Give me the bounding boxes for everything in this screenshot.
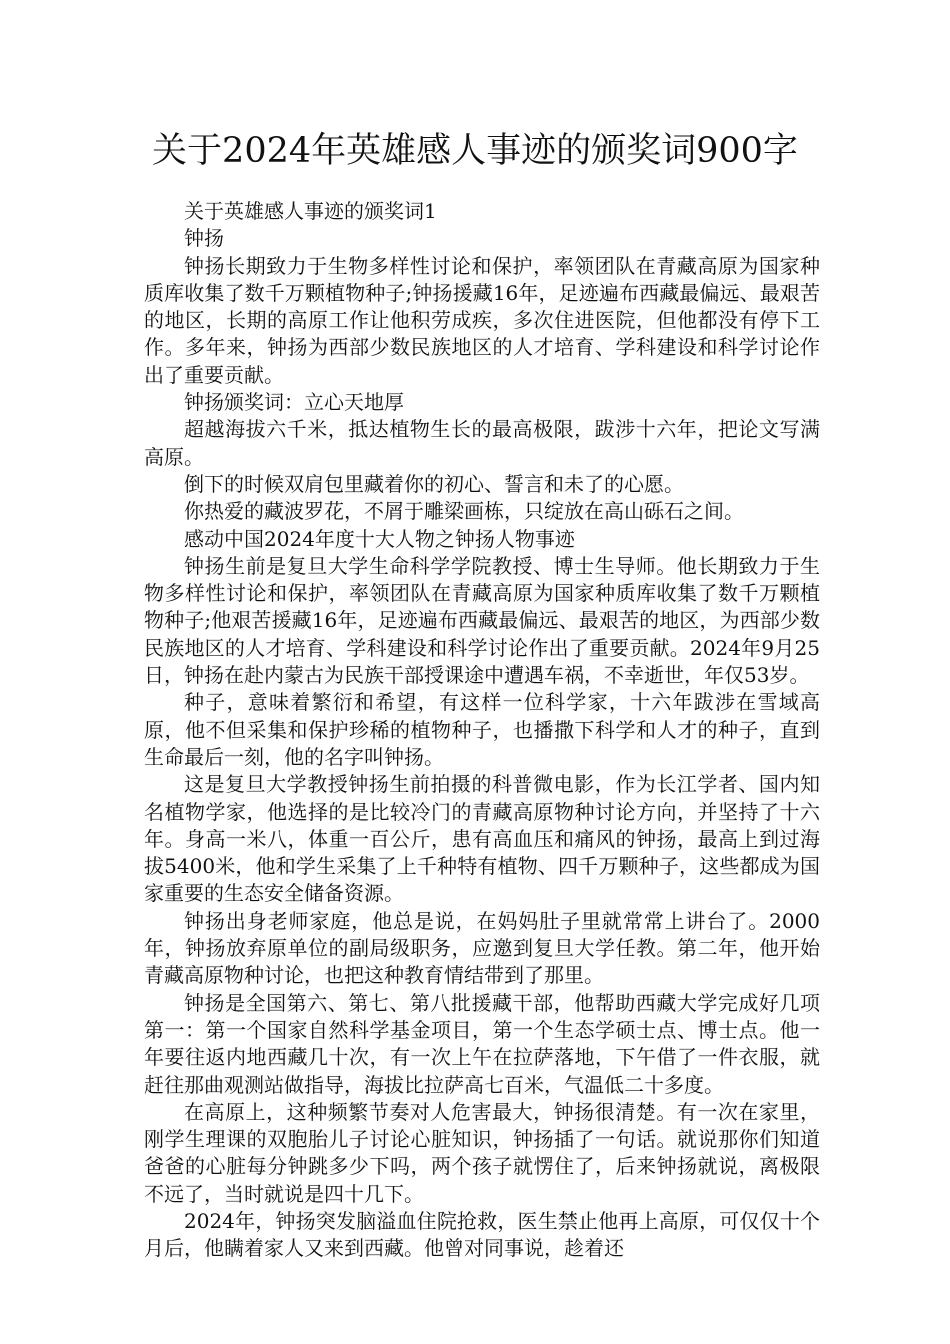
document-body [144, 198, 820, 1263]
body-paragraph: 钟扬是全国第六、第七、第八批援藏干部，他帮助西藏大学完成好几项第一：第一个国家自然科学基金项目，第一个生态学硕士点、博士点。他一年要往返内地西藏几十次，有一次上午在拉萨落地，下午借了一件衣服，就赶往那曲观测站做指导，海拔比拉萨高七百米，气温低二十多度。 [144, 990, 820, 1097]
person-name: 钟扬 [184, 226, 224, 251]
body-paragraph: 在高原上，这种频繁节奏对人危害最大，钟扬很清楚。有一次在家里，刚学生理课的双胞胎儿子讨论心脏知识，钟扬插了一句话。就说那你们知道爸爸的心脏每分钟跳多少下吗，两个孩子就愣住了，后来钟扬就说，离极限不远了，当时就说是四十几下。 [144, 1099, 820, 1206]
award-speech-line: 超越海拔六千米，抵达植物生长的最高极限，跋涉十六年，把论文写满高原。 [144, 417, 820, 469]
award-speech-line: 你热爱的藏波罗花，不屑于雕梁画栋，只绽放在高山砾石之间。 [184, 499, 744, 524]
body-paragraph: 钟扬长期致力于生物多样性讨论和保护，率领团队在青藏高原为国家种质库收集了数千万颗植物种子;钟扬援藏16年，足迹遍布西藏最偏远、最艰苦的地区，长期的高原工作让他积劳成疾，多次住进医院，但他都没有停下工作。多年来，钟扬为西部少数民族地区的人才培育、学科建设和科学讨论作出了重要贡献。 [144, 253, 820, 387]
section-heading: 感动中国2024年度十大人物之钟扬人物事迹 [184, 526, 575, 551]
body-paragraph: 这是复旦大学教授钟扬生前拍摄的科普微电影，作为长江学者、国内知名植物学家，他选择的是比较冷门的青藏高原物种讨论方向，并坚持了十六年。身高一米八，体重一百公斤，患有高血压和痛风的钟扬，最高上到过海拔5400米，他和学生采集了上千种特有植物、四千万颗种子，这些都成为国家重要的生态安全储备资源。 [144, 772, 820, 906]
body-paragraph: 钟扬生前是复旦大学生命科学学院教授、博士生导师。他长期致力于生物多样性讨论和保护，率领团队在青藏高原为国家种质库收集了数千万颗植物种子;他艰苦援藏16年，足迹遍布西藏最偏远、最艰苦的地区，为西部少数民族地区的人才培育、学科建设和科学讨论作出了重要贡献。2024年9月25日，钟扬在赴内蒙古为民族干部授课途中遭遇车祸，不幸逝世，年仅53岁。 [144, 553, 820, 688]
body-paragraph: 钟扬出身老师家庭，他总是说，在妈妈肚子里就常常上讲台了。2000年，钟扬放弃原单位的副局级职务，应邀到复旦大学任教。第二年，他开始青藏高原物种讨论，也把这种教育情结带到了那里。 [144, 908, 820, 988]
body-paragraph: 2024年，钟扬突发脑溢血住院抢救，医生禁止他再上高原，可仅仅十个月后，他瞒着家人又来到西藏。他曾对同事说，趁着还 [144, 1208, 820, 1261]
award-speech-line: 倒下的时候双肩包里藏着你的初心、誓言和未了的心愿。 [184, 471, 684, 496]
body-paragraph: 种子，意味着繁衍和希望，有这样一位科学家，十六年跋涉在雪域高原，他不但采集和保护珍稀的植物种子，也播撒下科学和人才的种子，直到生命最后一刻，他的名字叫钟扬。 [144, 690, 820, 769]
award-speech-heading: 钟扬颁奖词：立心天地厚 [184, 390, 404, 415]
document-title: 关于2024年英雄感人事迹的颁奖词900字 [152, 131, 798, 171]
section-heading: 关于英雄感人事迹的颁奖词1 [184, 199, 437, 223]
